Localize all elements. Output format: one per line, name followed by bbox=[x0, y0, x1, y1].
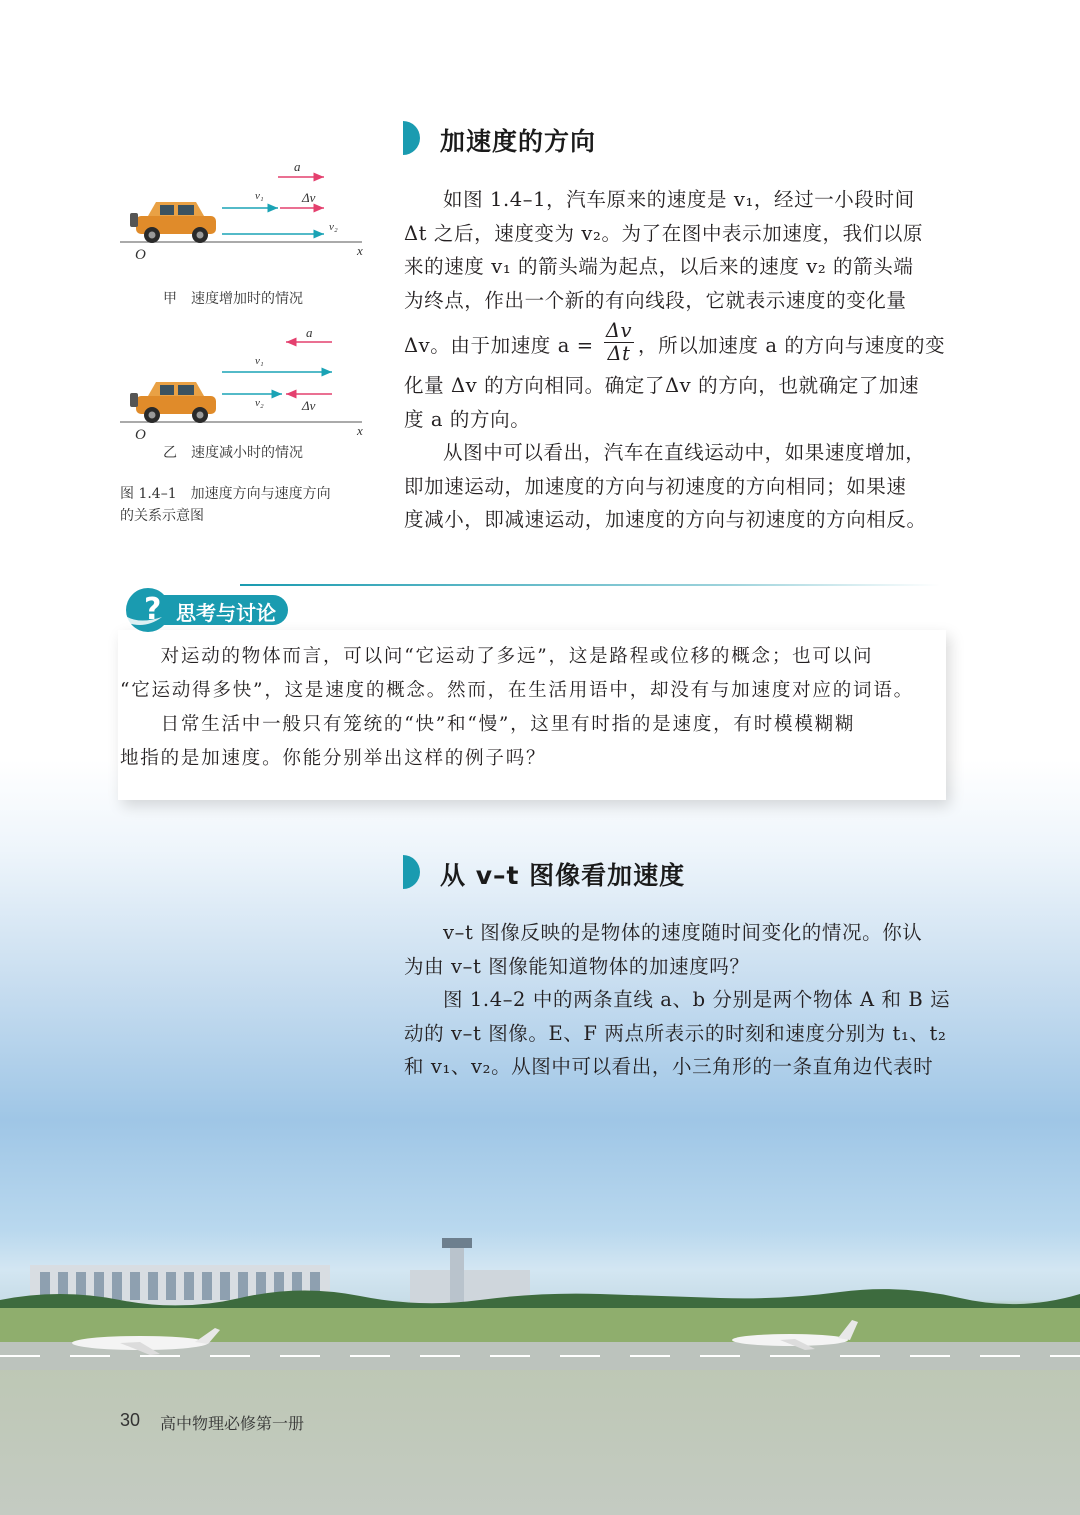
section1-line: 度减小，即减速运动，加速度的方向与初速度的方向相反。 bbox=[404, 508, 927, 531]
caption-decrease: 乙 速度减小时的情况 bbox=[163, 445, 303, 461]
section2-line: 动的 v–t 图像。E、F 两点所表示的时刻和速度分别为 t₁、t₂ bbox=[404, 1021, 947, 1045]
formula-fraction bbox=[604, 320, 634, 365]
page-number: 30 bbox=[120, 1410, 141, 1430]
book-title: 高中物理必修第一册 bbox=[160, 1414, 305, 1433]
section2-line: v–t 图像反映的是物体的速度随时间变化的情况。你认 bbox=[443, 921, 923, 944]
car-icon bbox=[130, 202, 216, 243]
label-x-bottom: x bbox=[357, 423, 363, 438]
section1-line: 为终点，作出一个新的有向线段，它就表示速度的变化量 bbox=[404, 288, 907, 312]
section1-line: 如图 1.4–1，汽车原来的速度是 v₁，经过一小段时间 bbox=[443, 188, 915, 211]
label-origin-top: O bbox=[135, 247, 146, 263]
label-v2-bottom: v₂ bbox=[255, 397, 264, 409]
formula-before: Δv。由于加速度 a = bbox=[404, 334, 594, 357]
formula-after: ，所以加速度 a 的方向与速度的变 bbox=[638, 334, 946, 357]
section-title-vt-graph: 从 v–t 图像看加速度 bbox=[440, 861, 686, 890]
discussion-line: 日常生活中一般只有笼统的“快”和“慢”，这里有时指的是速度，有时模模糊糊 bbox=[120, 714, 856, 735]
discussion-text bbox=[120, 640, 926, 776]
section-marker-icon bbox=[403, 855, 421, 889]
car-top-group bbox=[120, 177, 362, 243]
discussion-badge-label: 思考与讨论 bbox=[176, 601, 276, 625]
label-origin-bottom: O bbox=[135, 427, 146, 443]
section2-body bbox=[404, 916, 951, 1084]
formula-line bbox=[404, 320, 948, 370]
discussion-line: 地指的是加速度。你能分别举出这样的例子吗？ bbox=[120, 748, 547, 769]
figure-caption-line2: 的关系示意图 bbox=[120, 508, 204, 524]
section1-line: 度 a 的方向。 bbox=[404, 407, 531, 431]
section1-line: 化量 Δv 的方向相同。确定了Δv 的方向，也就确定了加速 bbox=[404, 374, 920, 397]
section-title-acceleration-direction: 加速度的方向 bbox=[440, 127, 597, 156]
car-bottom-group bbox=[120, 342, 362, 423]
svg-text:?: ? bbox=[144, 592, 162, 627]
section1-line: Δt 之后，速度变为 v₂。为了在图中表示加速度，我们以原 bbox=[404, 221, 924, 245]
section2-line: 和 v₁、v₂。从图中可以看出，小三角形的一条直角边代表时 bbox=[404, 1055, 934, 1078]
label-a-bottom: a bbox=[306, 325, 313, 340]
section-divider bbox=[240, 584, 940, 586]
section2-line: 为由 v–t 图像能知道物体的加速度吗？ bbox=[404, 954, 750, 978]
formula-denominator: Δt bbox=[607, 342, 631, 365]
label-v1-bottom: v₁ bbox=[255, 355, 264, 367]
label-a-top: a bbox=[294, 159, 301, 174]
airport-background-image bbox=[0, 1230, 1080, 1370]
section2-line: 图 1.4–2 中的两条直线 a、b 分别是两个物体 A 和 B 运 bbox=[443, 988, 951, 1011]
section1-line: 来的速度 v₁ 的箭头端为起点，以后来的速度 v₂ 的箭头端 bbox=[404, 255, 914, 278]
label-x-top: x bbox=[357, 243, 363, 258]
label-dv-top: Δv bbox=[302, 190, 316, 205]
caption-increase: 甲 速度增加时的情况 bbox=[163, 291, 303, 307]
section1-body-continued bbox=[404, 369, 948, 537]
label-v1-top: v₁ bbox=[255, 190, 264, 202]
discussion-line: “它运动得多快”，这是速度的概念。然而，在生活用语中，却没有与加速度对应的词语。 bbox=[120, 680, 914, 701]
section-marker-icon bbox=[403, 121, 421, 155]
section1-body bbox=[404, 183, 948, 317]
label-dv-bottom: Δv bbox=[302, 398, 316, 413]
section1-line: 即加速运动，加速度的方向与初速度的方向相同；如果速 bbox=[404, 474, 907, 498]
label-v2-top: v₂ bbox=[329, 221, 338, 233]
discussion-line: 对运动的物体而言，可以问“它运动了多远”，这是路程或位移的概念；也可以问 bbox=[120, 646, 874, 667]
section1-line: 从图中可以看出，汽车在直线运动中，如果速度增加， bbox=[443, 441, 926, 464]
formula-numerator: Δv bbox=[605, 319, 633, 342]
car-icon bbox=[130, 382, 216, 423]
figure-caption-line1: 图 1.4–1 加速度方向与速度方向 bbox=[120, 486, 331, 502]
